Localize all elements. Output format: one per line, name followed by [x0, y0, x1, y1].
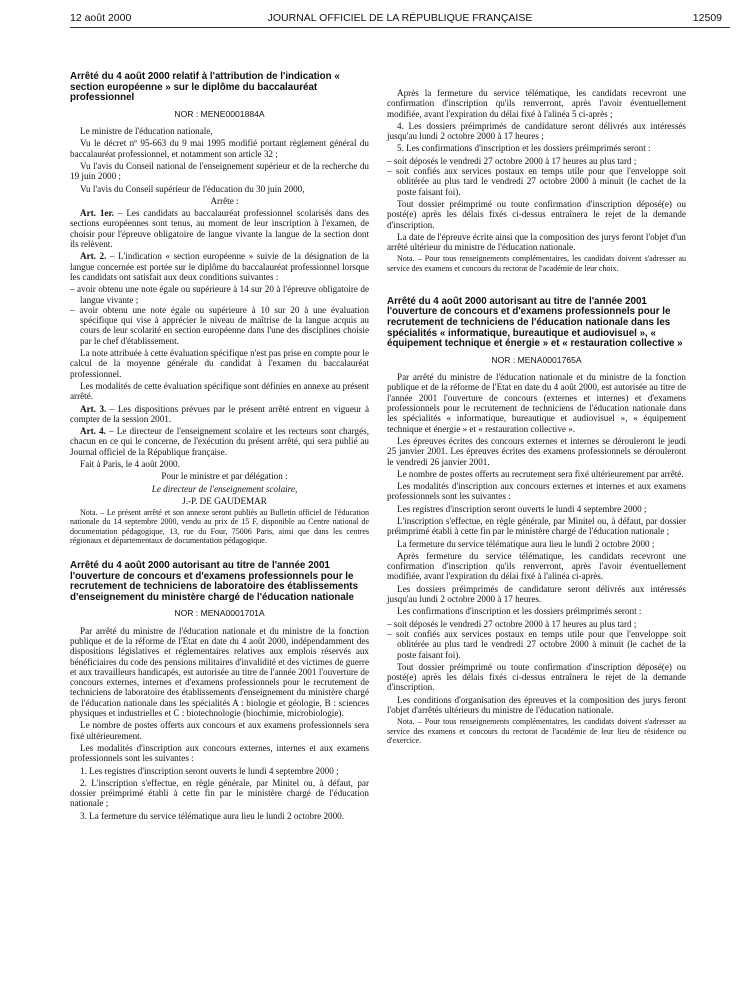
paragraph: Après la fermeture du service télématique, les candidats recevront une confirmation d'inscription qu'ils renverront, après l'avoir éventuellement modifiée, avant l'expiration du délai fixé à l'alinéa 5 ci-après ;: [387, 88, 686, 119]
arrete-1-nota: Nota. – Le présent arrêté et son annexe seront publiés au Bulletin officiel de l'éducation nationale du 14 septembre 2000, vendu au prix de 15 F, disponible au Centre national de documentation pédagogique, 13, rue du Four, 75006 Paris, ainsi que dans les centres régionaux et départementaux de documentation pédagogique.: [70, 508, 369, 545]
right-column: [387, 88, 686, 747]
article-1: [70, 208, 369, 249]
deposit-options: [387, 619, 686, 660]
arrete-3-nor: NOR : MENA0001765A: [491, 354, 582, 365]
visa: Vu le décret nº 95-663 du 9 mai 1995 modifié portant règlement général du baccalauréat professionnel, et notamment son article 32 ;: [70, 138, 369, 159]
paragraph: Tout dossier préimprimé ou toute confirmation d'inscription déposé(e) ou posté(e) après les délais fixés ci-dessus entraînera le rejet de la demande d'inscription.: [387, 198, 686, 230]
article-4-label: Art. 4.: [80, 426, 106, 437]
arrete-3-title: Arrêté du 4 août 2000 autorisant au titre de l'année 2001 l'ouverture de concours et d'examens professionnels pour le recrutement de techniciens de l'éducation nationale dans les spécialités « informatique, bureautique et audiovisuel », « équipement technique et énergie » et « restauration collective »: [387, 295, 683, 350]
paragraph: Tout dossier préimprimé ou toute confirmation d'inscription déposé(e) ou posté(e) après les délais fixés ci-dessus entraînera le rejet de la demande d'inscription.: [387, 661, 686, 693]
arrete-2-nota: Nota. – Pour tous renseignements complémentaires, les candidats doivent s'adresser au service des examens et concours du rectorat de l'académie de leur choix.: [387, 254, 686, 273]
paragraph: Les modalités d'inscription aux concours externes, internes et aux examens professionnels sont les suivantes :: [70, 742, 369, 764]
list-item: – soit déposés le vendredi 27 octobre 2000 à 17 heures au plus tard ;: [387, 619, 686, 629]
visa: Vu l'avis du Conseil supérieur de l'éducation du 30 juin 2000,: [80, 183, 305, 194]
list-item: – avoir obtenu une note égale ou supérieure à 14 sur 20 à l'épreuve obligatoire de langue vivante ;: [70, 284, 369, 305]
paragraph: L'inscription s'effectue, en règle générale, par Minitel ou, à défaut, par dossier préimprimé établi à cette fin par le ministère chargé de l'éducation nationale ;: [387, 515, 686, 537]
paragraph: La note attribuée à cette évaluation spécifique n'est pas prise en compte pour le calcul de la moyenne générale du candidat à l'examen du baccalauréat professionnel.: [70, 348, 369, 379]
arrete-1-nor: NOR : MENE0001884A: [174, 108, 265, 119]
paragraph: 2. L'inscription s'effectue, en règle générale, par Minitel ou, à défaut, par dossier préimprimé établi à cette fin par le ministère chargé de l'éducation nationale ;: [70, 777, 369, 809]
article-1-label: Art. 1er.: [80, 208, 114, 219]
left-column: [70, 72, 369, 823]
article-1-text: – Les candidats au baccalauréat professionnel scolarisés dans des sections européennes sont tenus, au moment de leur inscription à l'examen, de choisir pour l'épreuve obligatoire de langue vivante la langue de la section dont ils relèvent.: [70, 208, 369, 250]
arrete-3-nota: Nota. – Pour tous renseignements complémentaires, les candidats doivent s'adresser au service des examens et concours du rectorat de l'académie de leur lieu de résidence ou d'exercice.: [387, 717, 686, 745]
article-2-conditions: [70, 284, 369, 346]
header-date: 12 août 2000: [70, 12, 132, 24]
article-3: [70, 404, 369, 425]
journal-title: JOURNAL OFFICIEL DE LA RÉPUBLIQUE FRANÇAISE: [267, 12, 533, 24]
arrete-2-title: Arrêté du 4 août 2000 autorisant au titre de l'année 2001 l'ouverture de concours et d'examens professionnels pour le recrutement de techniciens de laboratoire des établissements d'enseignement du ministère chargé de l'éducation nationale: [70, 559, 359, 603]
paragraph: Par arrêté du ministre de l'éducation nationale et du ministre de la fonction publique et de la réforme de l'Etat en date du 4 août 2000, est autorisée au titre de l'année 2001 l'ouverture de concours (externes et internes) et d'examens professionnels pour le recrutement de techniciens de l'éducation nationale dans les spécialités « informatique, bureautique et audiovisuel », « équipement technique et énergie » et « restauration collective ».: [387, 372, 686, 434]
header-rule: [70, 27, 730, 28]
list-item: – soit confiés aux services postaux en temps utile pour que l'enveloppe soit oblitérée au plus tard le vendredi 27 octobre 2000 à minuit (le cachet de la poste faisant foi).: [387, 166, 686, 197]
visa: Le ministre de l'éducation nationale,: [80, 126, 213, 137]
paragraph: Les modalités d'inscription aux concours externes et internes et aux examens professionnels sont les suivantes :: [387, 481, 686, 502]
paragraph: 5. Les confirmations d'inscription et les dossiers préimprimés seront :: [397, 143, 651, 154]
page-header: [70, 6, 730, 26]
list-item: – soit déposés le vendredi 27 octobre 2000 à 17 heures au plus tard ;: [387, 156, 686, 166]
article-4-text: – Le directeur de l'enseignement scolaire et les recteurs sont chargés, chacun en ce qui le concerne, de l'exécution du présent arrêté, qui sera publié au Journal officiel de la République française.: [70, 426, 369, 457]
paragraph: Après fermeture du service télématique, les candidats recevront une confirmation d'inscription qu'ils renverront, après l'avoir éventuellement modifiée, avant l'expiration du délai fixé à l'alinéa ci-après.: [387, 550, 686, 582]
paragraph: La date de l'épreuve écrite ainsi que la composition des jurys feront l'objet d'un arrêté ultérieur du ministre de l'éducation nationale.: [387, 231, 686, 253]
paragraph: Les conditions d'organisation des épreuves et la composition des jurys feront l'objet d'arrêtés ultérieurs du ministre de l'éducation nationale.: [387, 694, 686, 716]
arrete-1-title: Arrêté du 4 août 2000 relatif à l'attribution de l'indication « section européenne » sur le diplôme du baccalauréat professionnel: [70, 71, 340, 104]
paragraph: 1. Les registres d'inscription seront ouverts le lundi 4 septembre 2000 ;: [80, 765, 339, 776]
paragraph: Par arrêté du ministre de l'éducation nationale et du ministre de la fonction publique et de la réforme de l'Etat en date du 4 août 2000, indépendamment des dispositions législatives et réglementaires relatives aux emplois réservés aux bénéficiaires du code des pensions militaires d'invalidité et des victimes de guerre et aux travailleurs handicapés, est autorisée au titre de l'année 2001 l'ouverture de concours externes, internes et d'examens professionnels pour le recrutement de techniciens de laboratoire des établissements d'enseignement du ministère chargé de l'éducation nationale dans les spécialités A : biologie et géologie, B : sciences physiques et industrielles et C : biotechnologie (biochimie, microbiologie).: [70, 625, 369, 719]
article-2: [70, 251, 369, 282]
article-3-label: Art. 3.: [80, 403, 107, 414]
paragraph: La fermeture du service télématique aura lieu le lundi 2 octobre 2000 ;: [397, 538, 655, 549]
signature-line: Pour le ministre et par délégation :: [161, 471, 288, 482]
list-item: – soit confiés aux services postaux en temps utile pour que l'enveloppe soit oblitérée au plus tard le vendredi 27 octobre 2000 à minuit (le cachet de la poste faisant foi).: [387, 629, 686, 660]
signature-name: J.-P. DE GAUDEMAR: [182, 495, 267, 506]
arrete-word: Arrête :: [210, 195, 239, 206]
paragraph: Les épreuves écrites des concours externes et internes se dérouleront le jeudi 25 janvier 2001. Les épreuves écrites des examens professionnels se dérouleront le vendredi 26 janvier 2001.: [387, 435, 686, 467]
paragraph: Les dossiers préimprimés de candidature seront délivrés aux intéressés jusqu'au lundi 2 octobre 2000 à 17 heures.: [387, 583, 686, 605]
article-2-text: – L'indication « section européenne » suivie de la désignation de la langue concernée est portée sur le diplôme du baccalauréat professionnel lorsque les candidats ont satisfait aux deux conditions suivantes :: [70, 251, 369, 282]
paragraph: Le nombre de postes offerts au recrutement sera fixé ultérieurement par arrêté.: [397, 468, 684, 479]
signature-title: Le directeur de l'enseignement scolaire,: [151, 483, 298, 494]
paragraph: Les modalités de cette évaluation spécifique sont définies en annexe au présent arrêté.: [70, 380, 369, 402]
fait-a-paris: Fait à Paris, le 4 août 2000.: [80, 458, 180, 469]
paragraph: Le nombre de postes offerts aux concours et aux examens professionnels sera fixé ultérieurement.: [70, 720, 369, 741]
arrete-2-nor: NOR : MENA0001701A: [174, 608, 265, 619]
paragraph: Les confirmations d'inscription et les dossiers préimprimés seront :: [397, 606, 642, 617]
paragraph: Les registres d'inscription seront ouverts le lundi 4 septembre 2000 ;: [397, 503, 647, 514]
visa: Vu l'avis du Conseil national de l'enseignement supérieur et de la recherche du 19 juin 2000 ;: [70, 160, 369, 182]
article-3-text: – Les dispositions prévues par le présent arrêté entrent en vigueur à compter de la session 2001.: [70, 403, 369, 424]
article-4: [70, 426, 369, 457]
page-number: 12509: [692, 12, 722, 24]
paragraph: 3. La fermeture du service télématique aura lieu le lundi 2 octobre 2000.: [80, 810, 345, 821]
paragraph: 4. Les dossiers préimprimés de candidature seront délivrés aux intéressés jusqu'au lundi 2 octobre 2000 à 17 heures ;: [387, 120, 686, 142]
article-2-label: Art. 2.: [80, 251, 107, 262]
list-item: – avoir obtenu une note égale ou supérieure à 10 sur 20 à une évaluation spécifique qui vise à apprécier le niveau de maîtrise de la langue acquis au cours de leur scolarité en section européenne dans l'une des disciplines choisie par le chef d'établissement.: [70, 305, 369, 346]
deposit-options: [387, 156, 686, 197]
